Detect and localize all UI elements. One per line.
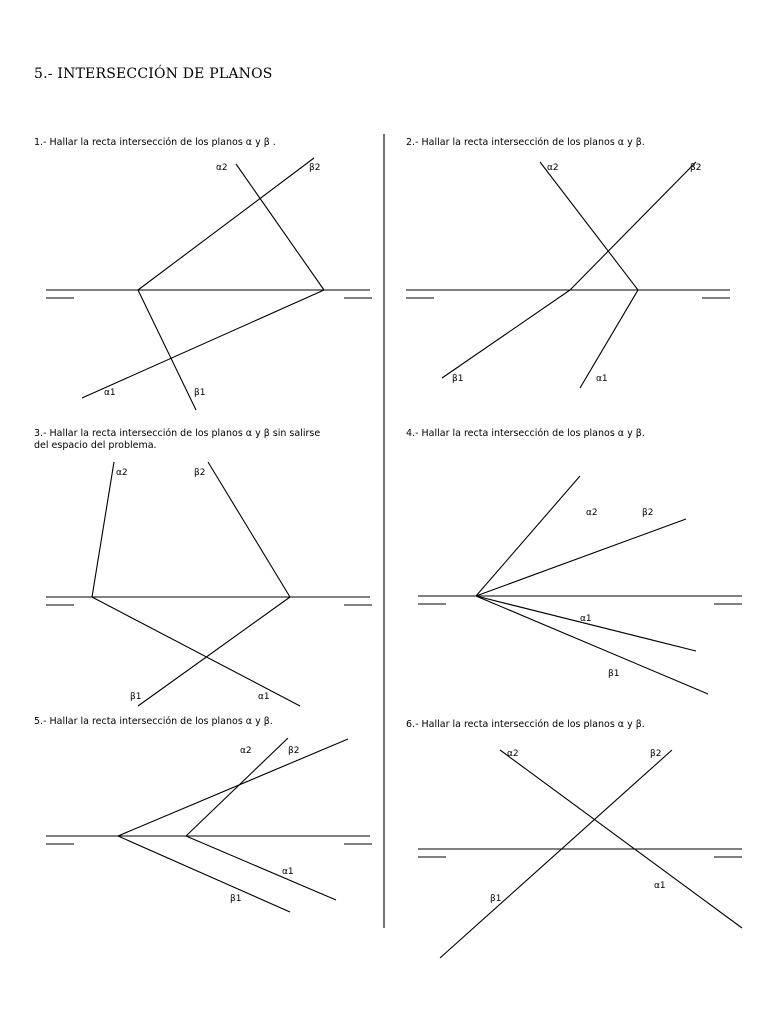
problem-3-figure bbox=[46, 462, 372, 706]
label-beta2: β2 bbox=[194, 468, 206, 478]
trace-alpha bbox=[500, 750, 742, 928]
label-beta2: β2 bbox=[642, 508, 654, 518]
problem-3-prompt: 3.- Hallar la recta intersección de los planos α y β sin salirse del espacio del problema. bbox=[34, 428, 321, 451]
label-beta2: β2 bbox=[309, 163, 321, 173]
problem-5-prompt: 5.- Hallar la recta intersección de los planos α y β. bbox=[34, 716, 273, 727]
trace-beta1 bbox=[118, 836, 290, 912]
trace-alpha1 bbox=[92, 597, 300, 706]
trace-beta2 bbox=[208, 462, 290, 597]
trace-beta1 bbox=[138, 290, 196, 410]
label-alpha1: α1 bbox=[596, 374, 608, 384]
label-beta1: β1 bbox=[130, 692, 142, 702]
trace-beta bbox=[440, 750, 672, 958]
label-alpha2: α2 bbox=[507, 749, 519, 759]
label-alpha2: α2 bbox=[116, 468, 128, 478]
label-beta2: β2 bbox=[690, 163, 702, 173]
trace-beta1 bbox=[442, 290, 570, 378]
problem-6-prompt: 6.- Hallar la recta intersección de los planos α y β. bbox=[406, 719, 645, 730]
problem-1-figure bbox=[46, 158, 372, 410]
page-title: 5.- INTERSECCIÓN DE PLANOS bbox=[34, 66, 273, 82]
trace-alpha1 bbox=[186, 836, 336, 900]
problem-4-figure bbox=[418, 476, 742, 694]
trace-beta2 bbox=[118, 739, 348, 836]
label-alpha2: α2 bbox=[547, 163, 559, 173]
problem-1-prompt: 1.- Hallar la recta intersección de los planos α y β . bbox=[34, 137, 276, 148]
label-alpha2: α2 bbox=[216, 163, 228, 173]
trace-alpha2 bbox=[92, 462, 114, 597]
label-beta2: β2 bbox=[288, 746, 300, 756]
trace-alpha2 bbox=[476, 476, 580, 596]
problem-4-prompt: 4.- Hallar la recta intersección de los planos α y β. bbox=[406, 428, 645, 439]
trace-alpha1 bbox=[580, 290, 638, 388]
label-beta2: β2 bbox=[650, 749, 662, 759]
problem-2-prompt: 2.- Hallar la recta intersección de los planos α y β. bbox=[406, 137, 645, 148]
label-beta1: β1 bbox=[490, 894, 502, 904]
label-beta1: β1 bbox=[230, 894, 242, 904]
trace-alpha1 bbox=[82, 290, 324, 398]
label-beta1: β1 bbox=[608, 669, 620, 679]
trace-beta2 bbox=[476, 519, 686, 596]
label-beta1: β1 bbox=[194, 388, 206, 398]
label-alpha1: α1 bbox=[654, 881, 666, 891]
label-beta1: β1 bbox=[452, 374, 464, 384]
trace-beta2 bbox=[138, 158, 314, 290]
label-alpha1: α1 bbox=[104, 388, 116, 398]
problem-5-figure bbox=[46, 738, 372, 912]
label-alpha1: α1 bbox=[580, 614, 592, 624]
problem-6-figure bbox=[418, 750, 742, 958]
trace-alpha2 bbox=[186, 738, 288, 836]
label-alpha1: α1 bbox=[258, 692, 270, 702]
trace-beta1 bbox=[138, 597, 290, 706]
problem-2-figure bbox=[406, 162, 730, 388]
label-alpha2: α2 bbox=[240, 746, 252, 756]
label-alpha2: α2 bbox=[586, 508, 598, 518]
label-alpha1: α1 bbox=[282, 867, 294, 877]
